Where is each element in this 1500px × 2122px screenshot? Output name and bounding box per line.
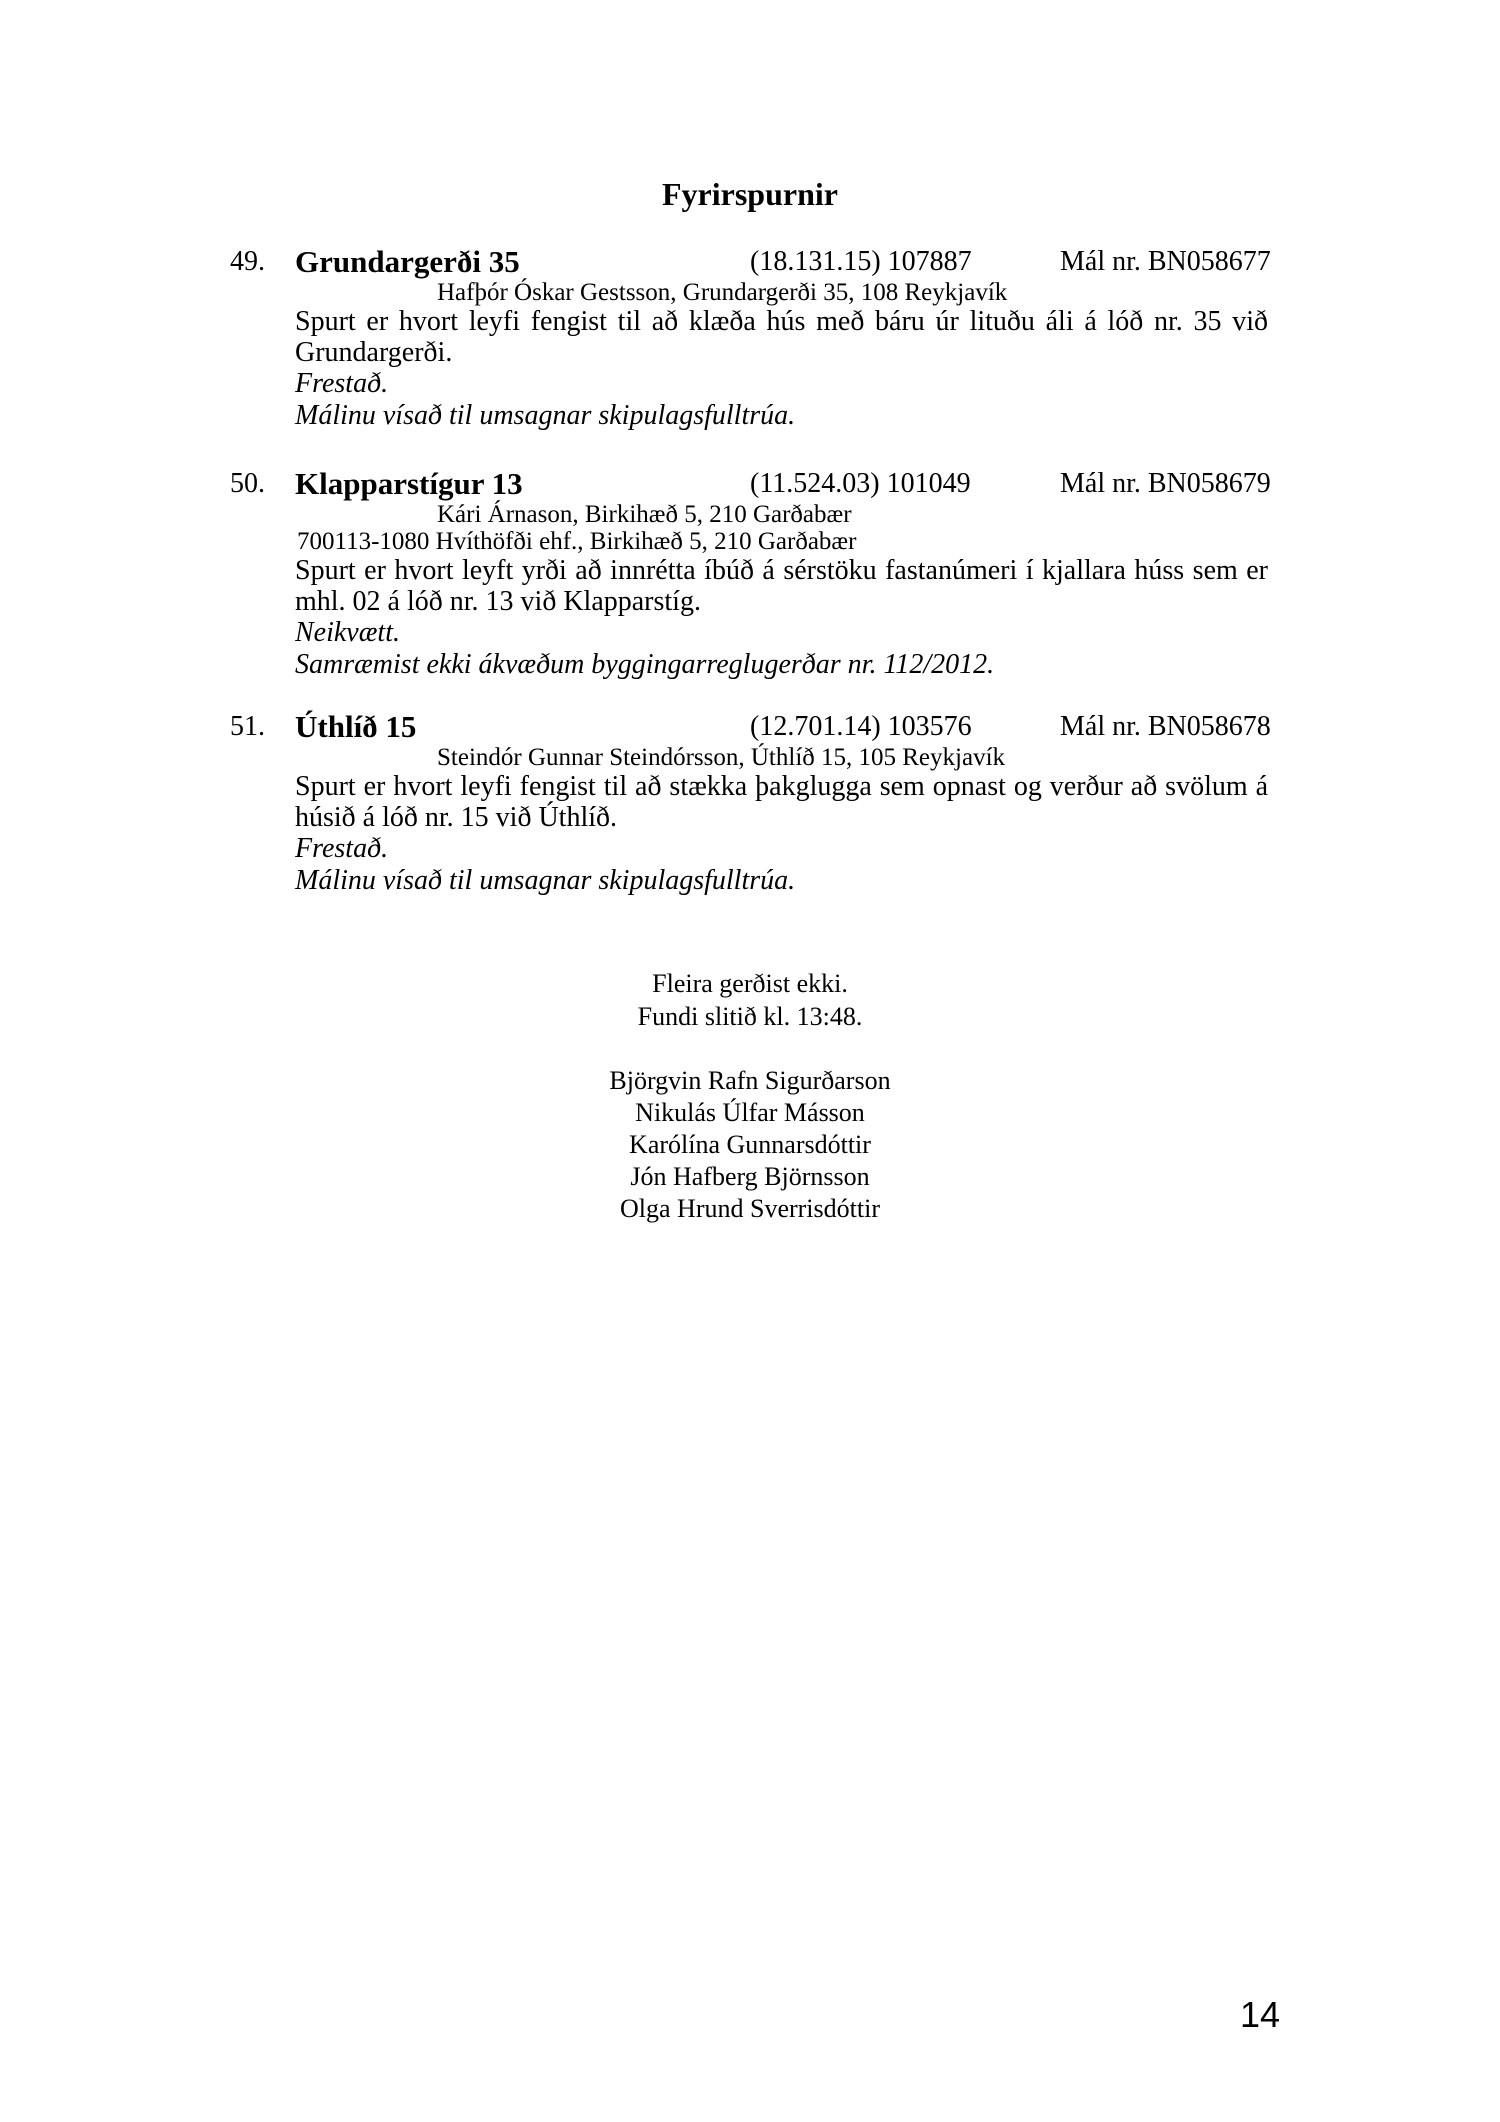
item-case-number: Mál nr. BN058679	[1060, 468, 1271, 499]
item-body-line: mhl. 02 á lóð nr. 13 við Klapparstíg.	[295, 586, 701, 617]
item-number: 50.	[230, 468, 265, 499]
applicant-line: Steindór Gunnar Steindórsson, Úthlíð 15, 105 Reykjavík	[437, 744, 1006, 771]
signature-name: Olga Hrund Sverrisdóttir	[620, 1194, 880, 1223]
item-body-line: Spurt er hvort leyfi fengist til að stækka þakglugga sem opnast og verður að svölum á	[295, 771, 1268, 802]
item-number: 49.	[230, 246, 265, 277]
item-header	[0, 245, 1500, 279]
item-result-line: Málinu vísað til umsagnar skipulagsfulltrúa.	[295, 400, 796, 431]
item-reference: (18.131.15) 107887	[750, 246, 972, 277]
page-number: 14	[1240, 1994, 1281, 2035]
signature-list	[0, 1065, 1500, 1225]
signature-name: Björgvin Rafn Sigurðarson	[609, 1066, 891, 1095]
item-result-line: Samræmist ekki ákvæðum byggingarreglugerðar nr. 112/2012.	[295, 649, 995, 680]
item-body-line: Spurt er hvort leyft yrði að innrétta íbúð á sérstöku fastanúmeri í kjallara húss sem er	[295, 555, 1268, 586]
item-result-line: Frestað.	[295, 368, 389, 399]
signature-name: Karólína Gunnarsdóttir	[629, 1130, 871, 1159]
agenda-item	[0, 245, 1500, 432]
applicant-line: Kári Árnason, Birkihæð 5, 210 Garðabær	[437, 501, 852, 528]
item-reference: (11.524.03) 101049	[750, 468, 971, 499]
item-result-line: Frestað.	[295, 833, 389, 864]
item-title: Grundargerði 35	[295, 244, 520, 279]
item-title: Klapparstígur 13	[295, 466, 523, 501]
item-header	[0, 467, 1500, 501]
item-title: Úthlíð 15	[295, 709, 417, 744]
item-header	[0, 710, 1500, 744]
item-body-line: Spurt er hvort leyfi fengist til að klæða hús með báru úr lituðu áli á lóð nr. 35 við	[295, 306, 1268, 337]
item-body-line: Grundargerði.	[295, 337, 453, 368]
item-case-number: Mál nr. BN058677	[1060, 246, 1271, 277]
closing-statement	[0, 967, 1500, 1033]
signature-name: Jón Hafberg Björnsson	[630, 1162, 870, 1191]
signature-name: Nikulás Úlfar Másson	[635, 1098, 865, 1127]
item-case-number: Mál nr. BN058678	[1060, 711, 1271, 742]
document-title: Fyrirspurnir	[662, 176, 838, 212]
closing-line: Fundi slitið kl. 13:48.	[637, 1002, 863, 1031]
applicant-line: Hafþór Óskar Gestsson, Grundargerði 35, 108 Reykjavík	[437, 279, 1008, 306]
closing-line: Fleira gerðist ekki.	[652, 969, 848, 998]
agenda-item	[0, 710, 1500, 897]
applicant-line: 700113-1080 Hvíthöfði ehf., Birkihæð 5, 210 Garðabær	[297, 528, 857, 555]
item-reference: (12.701.14) 103576	[750, 711, 972, 742]
item-body-line: húsið á lóð nr. 15 við Úthlíð.	[295, 802, 617, 833]
item-result-line: Málinu vísað til umsagnar skipulagsfulltrúa.	[295, 865, 796, 896]
item-result-line: Neikvætt.	[295, 617, 400, 648]
item-number: 51.	[230, 711, 265, 742]
agenda-item	[0, 467, 1500, 681]
